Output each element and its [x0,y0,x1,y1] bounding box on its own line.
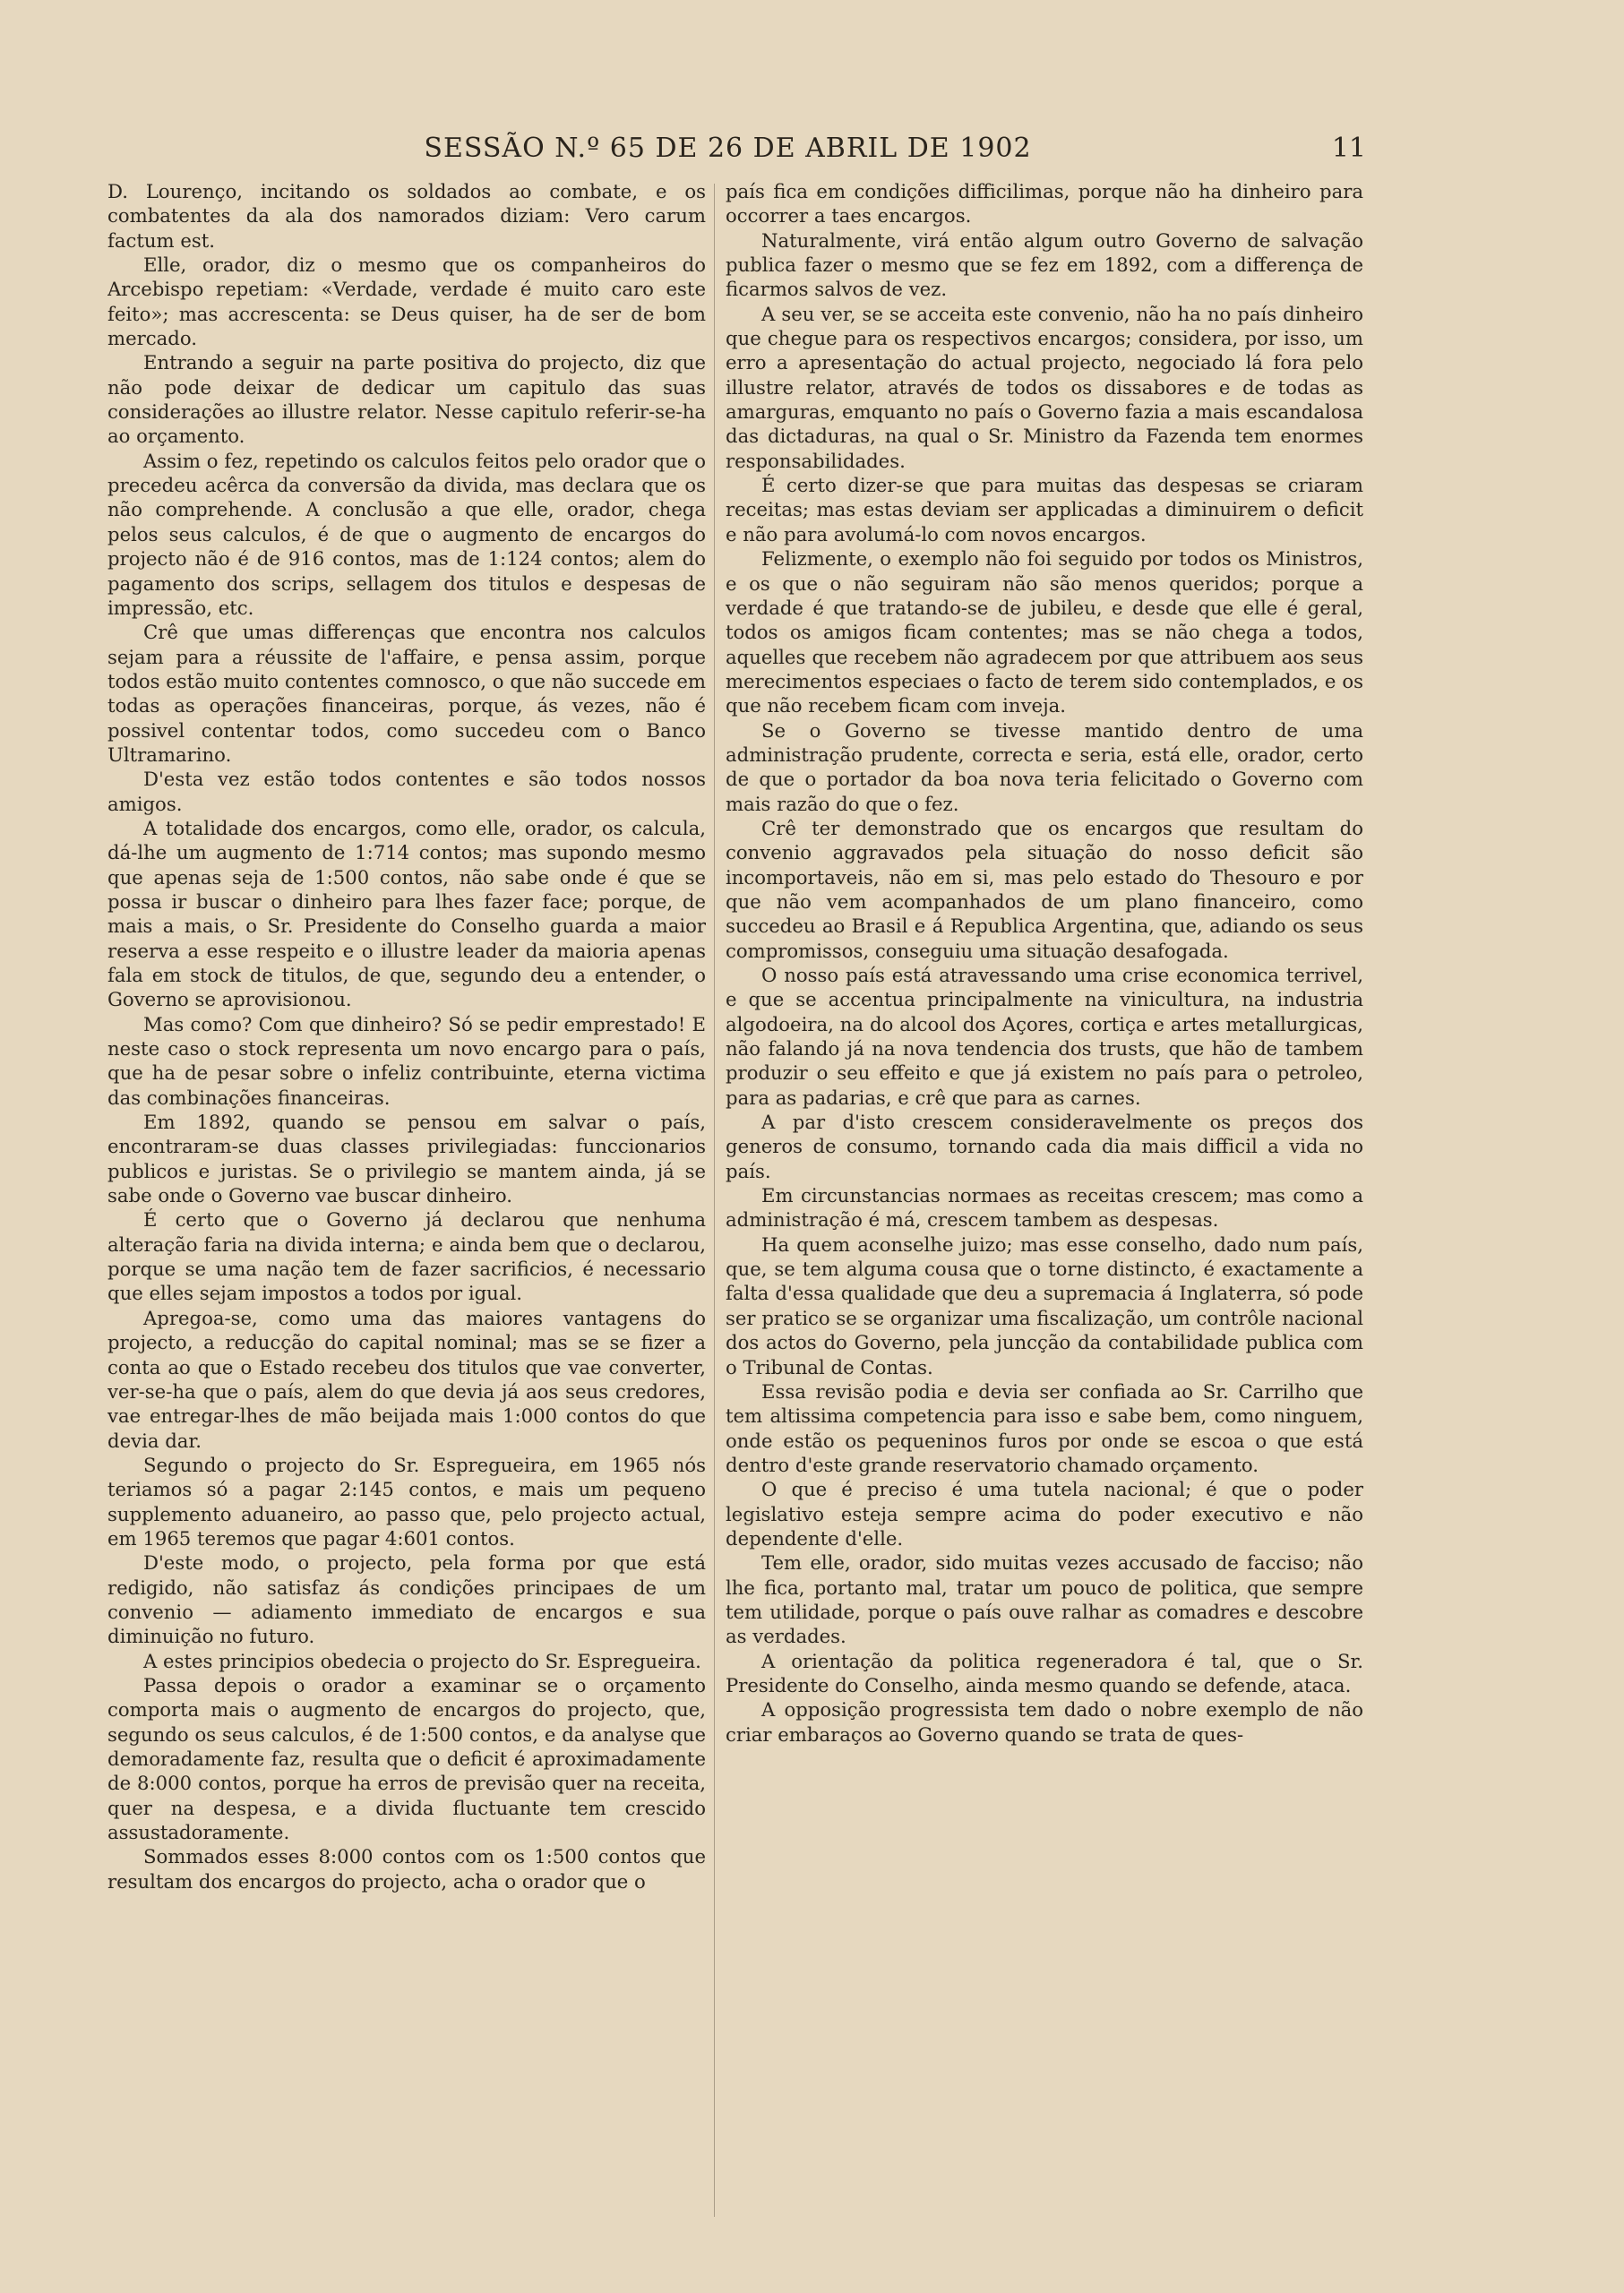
paragraph: Essa revisão podia e devia ser confiada ao Sr. Carrilho que tem altissima competencia para isso e sabe bem, como ninguem, onde estão os pequeninos furos por onde se escoa o que está dentro d'este grande reservatorio chamado orçamento. [726,1379,1363,1476]
paragraph: A estes principios obedecia o projecto do Sr. Espregueira. [143,1649,701,1672]
paragraph: Em 1892, quando se pensou em salvar o país, encontraram-se duas classes privilegiadas: funccionarios publicos e juristas. Se o privilegio se mantem ainda, já se sabe onde o Governo vae buscar dinheiro. [107,1111,706,1207]
paragraph: país fica em condições difficilimas, porque não ha dinheiro para occorrer a taes encargos. [726,180,1363,228]
paragraph: Ha quem aconselhe juizo; mas esse conselho, dado num país, que, se tem alguma cousa que o torne distincto, é exactamente a falta d'essa qualidade que deu a supremacia á Inglaterra, só pode ser pratico se se organizar uma fiscalização, um contrôle nacional dos actos do Governo, pela juncção da contabilidade publica com o Tribunal de Contas. [726,1232,1363,1378]
paragraph: Crê ter demonstrado que os encargos que resultam do convenio aggravados pela situação do nosso deficit são incomportaveis, não em si, mas pelo estado do Thesouro e por que não vem acompanhados de um plano financeiro, como succedeu ao Brasil e á Republica Argentina, que, adiando os seus compromissos, conseguiu uma situação desafogada. [726,816,1363,962]
paragraph: D'este modo, o projecto, pela forma por que está redigido, não satisfaz ás condições principaes de um convenio — adiamento immediato de encargos e sua diminuição no futuro. [107,1551,706,1648]
paragraph: O nosso país está atravessando uma crise economica terrivel, e que se accentua principalmente na vinicultura, na industria algodoeira, na do alcool dos Açores, cortiça e artes metallurgicas, não falando já na nova tendencia dos trusts, que hão de tambem produzir o seu effeito e que já existem no país para o petroleo, para as padarias, e crê que para as carnes. [726,964,1363,1109]
paragraph: Se o Governo se tivesse mantido dentro de uma administração prudente, correcta e seria, está elle, orador, certo de que o portador da boa nova teria felicitado o Governo com mais razão do que o fez. [726,718,1363,815]
paragraph: Tem elle, orador, sido muitas vezes accusado de facciso; não lhe fica, portanto mal, tratar um pouco de politica, que sempre tem utilidade, porque o país ouve ralhar as comadres e descobre as verdades. [726,1551,1363,1648]
paragraph: A seu ver, se se acceita este convenio, não ha no país dinheiro que chegue para os respectivos encargos; considera, por isso, um erro a apresentação do actual projecto, negociado lá fora pelo illustre relator, através de todos os dissabores e de todas as amarguras, emquanto no país o Governo fazia a mais escandalosa das dictaduras, na qual o Sr. Ministro da Fazenda tem enormes responsabilidades. [726,302,1363,472]
paragraph: A opposição progressista tem dado o nobre exemplo de não criar embaraços ao Governo quando se trata de ques- [726,1698,1363,1746]
right-column [726,179,1363,2239]
page-number: 11 [1331,133,1366,164]
session-title: SESSÃO N.º 65 DE 26 DE ABRIL DE 1902 [424,133,1032,164]
paragraph: A totalidade dos encargos, como elle, orador, os calcula, dá-lhe um augmento de 1:714 contos; mas supondo mesmo que apenas seja de 1:500 contos, não sabe onde é que se possa ir buscar o dinheiro para lhes fazer face; porque, de mais a mais, o Sr. Presidente do Conselho guarda a maior reserva a esse respeito e o illustre leader da maioria apenas fala em stock de titulos, de que, segundo deu a entender, o Governo se aprovisionou. [107,816,706,1011]
column-divider [714,184,715,2217]
paragraph: O que é preciso é uma tutela nacional; é que o poder legislativo esteja sempre acima do poder executivo e não dependente d'elle. [726,1478,1363,1550]
paragraph: Naturalmente, virá então algum outro Governo de salvação publica fazer o mesmo que se fez em 1892, com a differença de ficarmos salvos de vez. [726,228,1363,301]
paragraph: D. Lourenço, incitando os soldados ao combate, e os combatentes da ala dos namorados diziam: Vero carum factum est. [107,180,706,252]
paragraph: Felizmente, o exemplo não foi seguido por todos os Ministros, e os que o não seguiram não são menos queridos; porque a verdade é que tratando-se de jubileu, e desde que elle é geral, todos os amigos ficam contentes; mas se não chega a todos, aquelles que recebem não agradecem por que attribuem aos seus merecimentos especiaes o facto de terem sido contemplados, e os que não recebem ficam com inveja. [726,547,1363,717]
paragraph: D'esta vez estão todos contentes e são todos nossos amigos. [107,768,706,815]
paragraph: Em circunstancias normaes as receitas crescem; mas como a administração é má, crescem tambem as despesas. [726,1184,1363,1232]
paragraph: Crê que umas differenças que encontra nos calculos sejam para a réussite de l'affaire, e pensa assim, porque todos estão muito contentes comnosco, o que não succede em todas as operações financeiras, porque, ás vezes, não é possivel contentar todos, como succedeu com o Banco Ultramarino. [107,621,706,766]
paragraph: Sommados esses 8:000 contos com os 1:500 contos que resultam dos encargos do projecto, acha o orador que o [107,1845,706,1893]
paragraph: Elle, orador, diz o mesmo que os companheiros do Arcebispo repetiam: «Verdade, verdade é muito caro este feito»; mas accrescenta: se Deus quiser, ha de ser de bom mercado. [107,253,706,350]
paragraph: Apregoa-se, como uma das maiores vantagens do projecto, a reducção do capital nominal; mas se se fizer a conta ao que o Estado recebeu dos titulos que vae converter, ver-se-ha que o país, alem do que devia já aos seus credores, vae entregar-lhes de mão beijada mais 1:000 contos do que devia dar. [107,1306,706,1452]
paragraph: A orientação da politica regeneradora é tal, que o Sr. Presidente do Conselho, ainda mesmo quando se defende, ataca. [726,1649,1363,1696]
paragraph: Assim o fez, repetindo os calculos feitos pelo orador que o precedeu acêrca da conversão da divida, mas declara que os não comprehende. A conclusão a que elle, orador, chega pelos seus calculos, é de que o augmento de encargos do projecto não é de 916 contos, mas de 1:124 contos; alem do pagamento dos scrips, sellagem dos titulos e despesas de impressão, etc. [107,449,706,619]
paragraph: Mas como? Com que dinheiro? Só se pedir emprestado! E neste caso o stock representa um novo encargo para o país, que ha de pesar sobre o infeliz contribuinte, eterna victima das combinações financeiras. [107,1012,706,1109]
paragraph: Entrando a seguir na parte positiva do projecto, diz que não pode deixar de dedicar um capitulo das suas considerações ao illustre relator. Nesse capitulo referir-se-ha ao orçamento. [107,351,706,448]
left-column [107,179,706,2239]
paragraph: A par d'isto crescem consideravelmente os preços dos generos de consumo, tornando cada dia mais difficil a vida no país. [726,1111,1363,1182]
paragraph: Segundo o projecto do Sr. Espregueira, em 1965 nós teriamos só a pagar 2:145 contos, e mais um pequeno supplemento aduaneiro, ao passo que, pelo projecto actual, em 1965 teremos que pagar 4:601 contos. [107,1453,706,1550]
paragraph: Passa depois o orador a examinar se o orçamento comporta mais o augmento de encargos do projecto, que, segundo os seus calculos, é de 1:500 contos, e da analyse que demoradamente faz, resulta que o deficit é aproximadamente de 8:000 contos, porque ha erros de previsão quer na receita, quer na despesa, e a divida fluctuante tem crescido assustadoramente. [107,1673,706,1844]
paragraph: É certo que o Governo já declarou que nenhuma alteração faria na divida interna; e ainda bem que o declarou, porque se uma nação tem de fazer sacrificios, é necessario que elles sejam impostos a todos por igual. [107,1208,706,1305]
page-header [90,133,1366,172]
paragraph: É certo dizer-se que para muitas das despesas se criaram receitas; mas estas deviam ser applicadas a diminuirem o deficit e não para avolumá-lo com novos encargos. [726,474,1363,545]
